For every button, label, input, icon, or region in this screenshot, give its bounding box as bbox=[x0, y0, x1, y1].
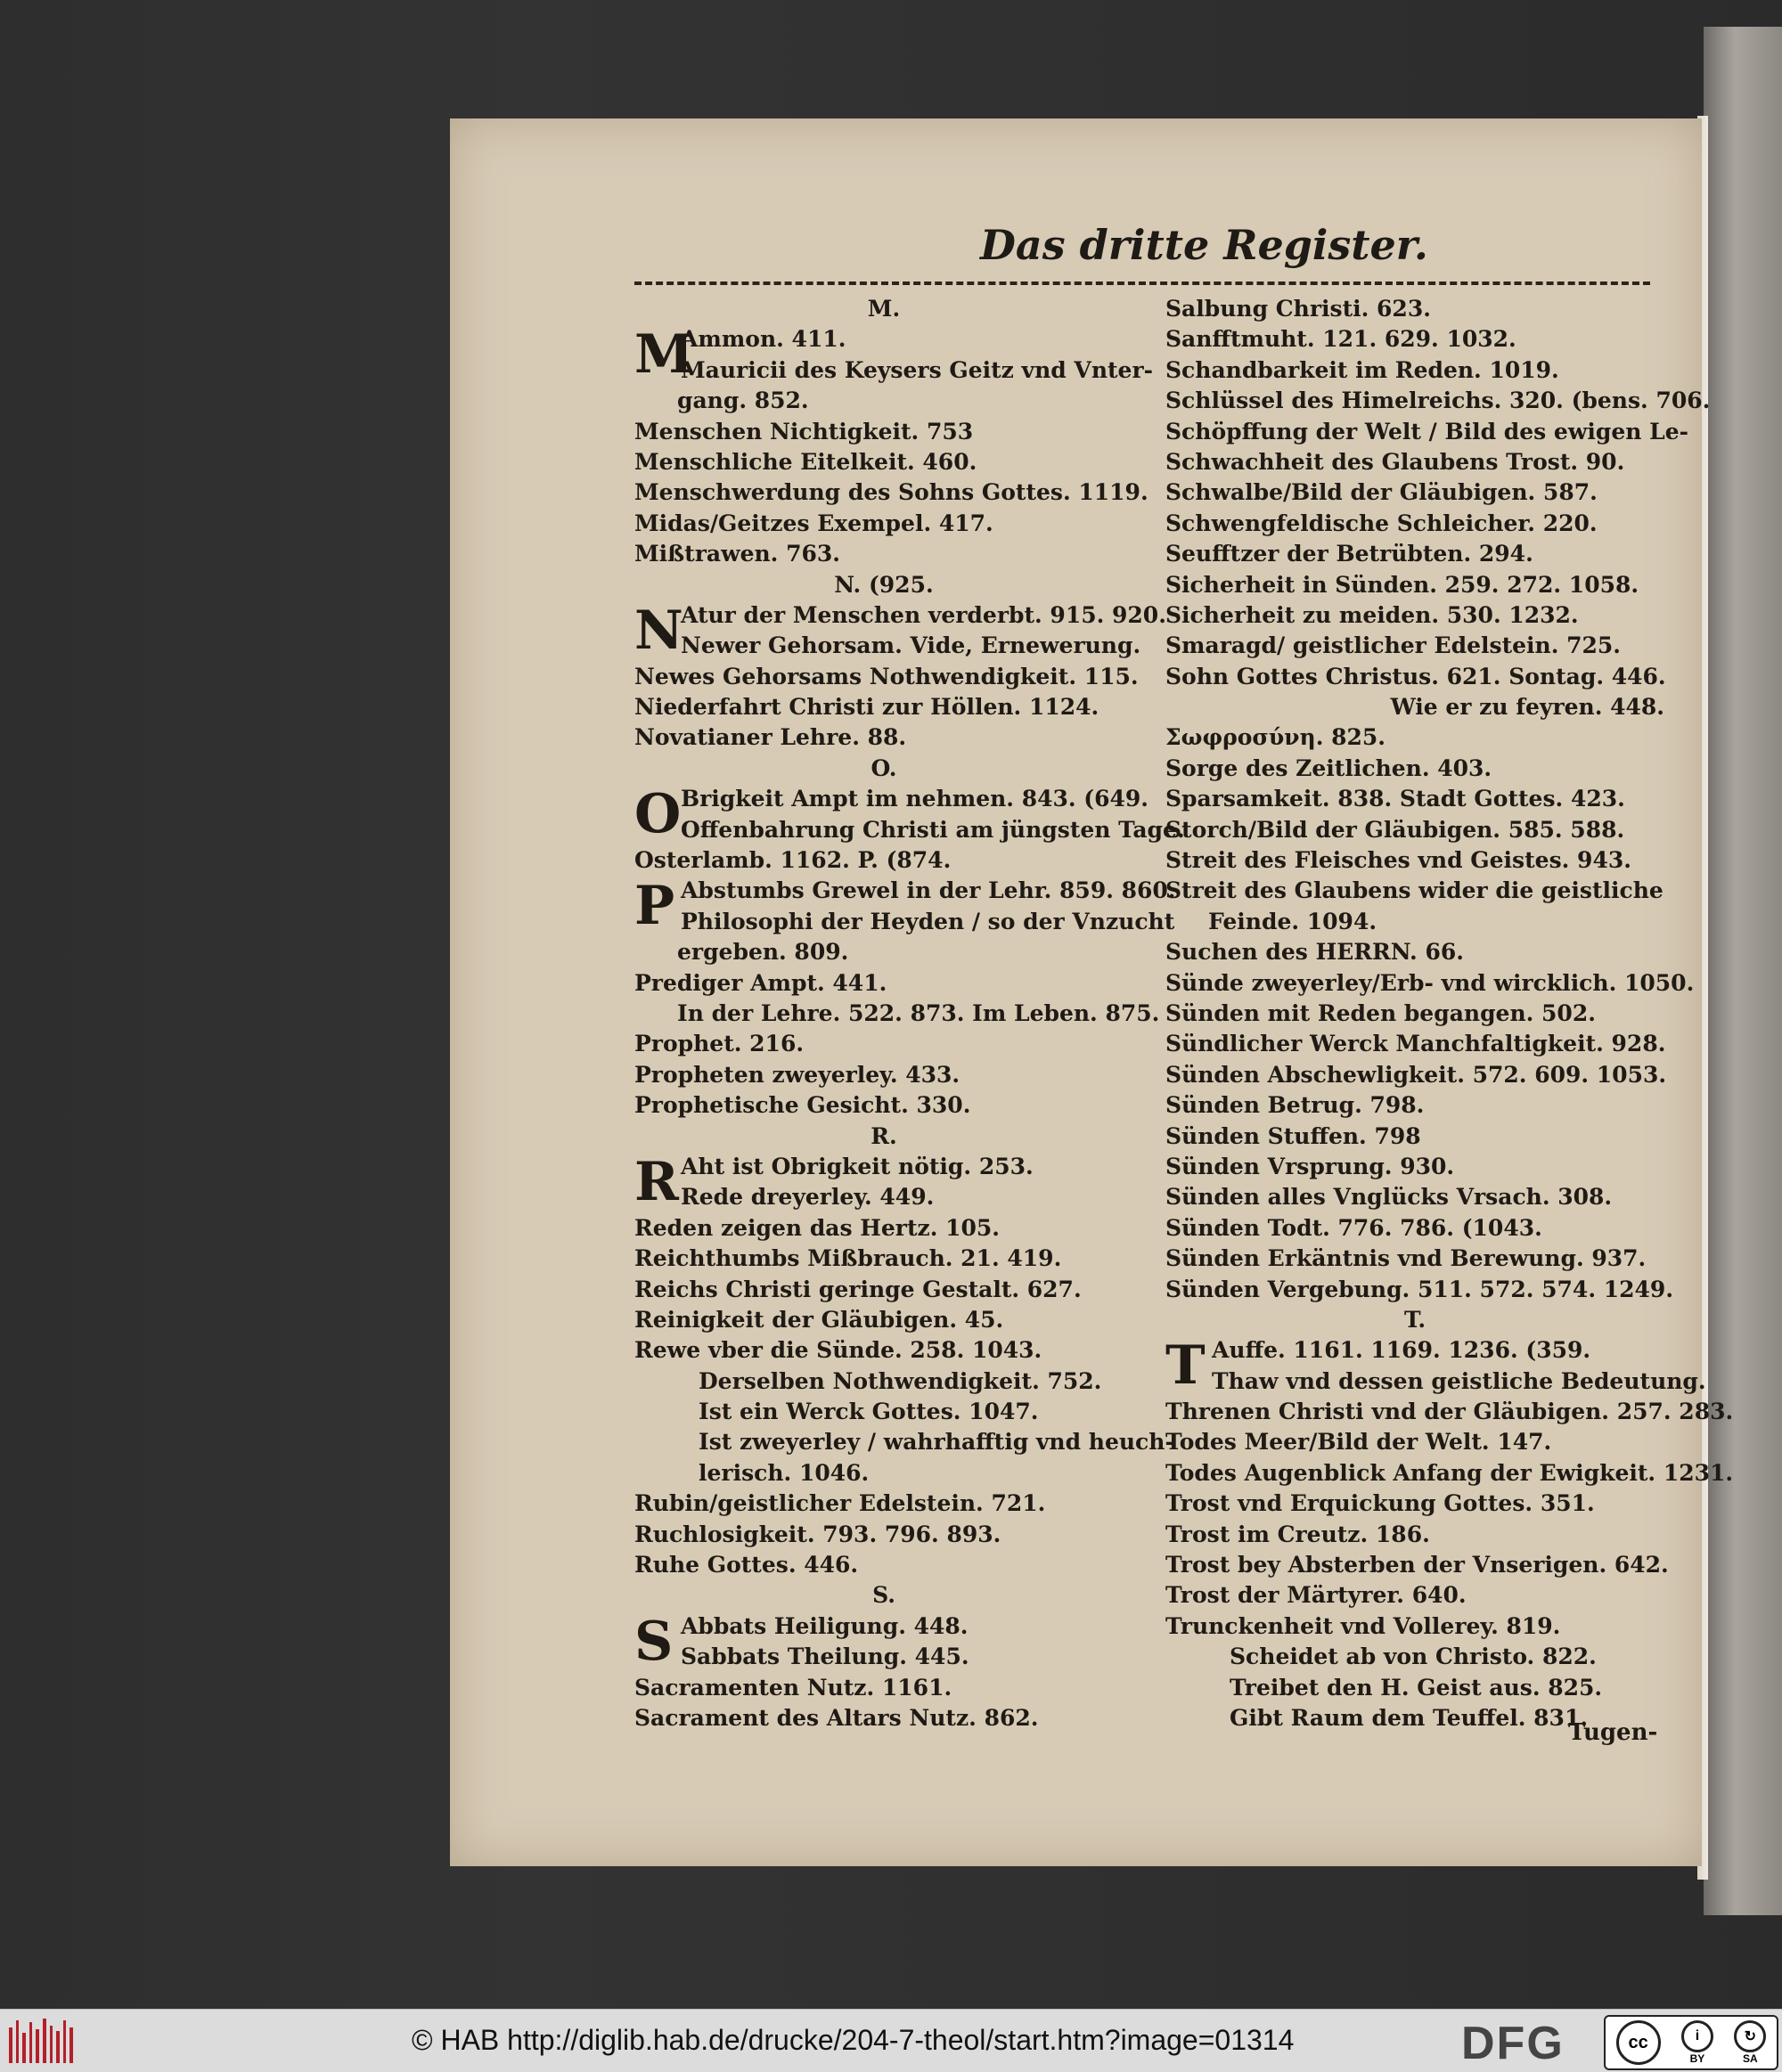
entry-text: Salbung Christi. 623. bbox=[1165, 296, 1431, 322]
entry-text: Reichthumbs Mißbrauch. 21. 419. bbox=[634, 1245, 1062, 1272]
entry-text: Menschliche Eitelkeit. 460. bbox=[634, 448, 977, 475]
entry-text: Sünden mit Reden begangen. 502. bbox=[1165, 999, 1596, 1026]
entry-text: Sünden Erkäntnis vnd Berewung. 937. bbox=[1165, 1245, 1647, 1272]
entry-text: Sünde zweyerley/Erb- vnd wircklich. 1050. bbox=[1165, 969, 1695, 996]
entry-text: Mauricii des Keysers Geitz vnd Vnter- bbox=[681, 356, 1154, 383]
register-entry bbox=[634, 1244, 1133, 1274]
entry-text: Ammon. 411. bbox=[681, 326, 846, 353]
register-entry bbox=[1165, 1673, 1664, 1703]
register-entry bbox=[1165, 1060, 1667, 1090]
entry-text: Wie er zu feyren. 448. bbox=[1390, 694, 1664, 721]
entry-text: Reichs Christi geringe Gestalt. 627. bbox=[634, 1276, 1082, 1302]
register-entry bbox=[1165, 1213, 1664, 1244]
register-entry bbox=[634, 662, 1139, 692]
entry-text: Auffe. 1161. 1169. 1236. (359. bbox=[1212, 1337, 1591, 1364]
register-entry bbox=[634, 1427, 1174, 1457]
entry-text: Ist zweyerley / wahrhafftig vnd heuch- bbox=[699, 1429, 1174, 1456]
entry-text: Rubin/geistlicher Edelstein. 721. bbox=[634, 1490, 1046, 1517]
entry-text: Σωφροσύνη. 825. bbox=[1165, 724, 1386, 751]
register-entry bbox=[634, 294, 1133, 324]
entry-text: Streit des Glaubens wider die geistliche bbox=[1165, 877, 1663, 904]
entry-text: Schwachheit des Glaubens Trost. 90. bbox=[1165, 448, 1625, 475]
register-entry bbox=[1165, 570, 1664, 600]
copyright-link[interactable]: © HAB http://diglib.hab.de/drucke/204-7-theol/start.htm?image=01314 bbox=[412, 2024, 1295, 2056]
register-entry bbox=[1165, 294, 1664, 324]
entry-text: Mißtrawen. 763. bbox=[634, 541, 840, 567]
register-entry bbox=[1165, 937, 1664, 967]
register-entry bbox=[1165, 662, 1664, 692]
cc-icon: cc bbox=[1616, 2020, 1661, 2065]
entry-text: Abstumbs Grewel in der Lehr. 859. 860. bbox=[681, 877, 1176, 904]
register-entry bbox=[1165, 1520, 1664, 1550]
register-entry bbox=[634, 1090, 1133, 1121]
entry-text: Thaw vnd dessen geistliche Bedeutung. bbox=[1212, 1367, 1706, 1394]
register-entry bbox=[1165, 845, 1664, 876]
drop-cap: M bbox=[634, 323, 694, 387]
register-entry bbox=[634, 722, 1133, 753]
register-entry bbox=[634, 477, 1148, 508]
register-entry bbox=[634, 355, 1154, 386]
drop-cap: S bbox=[634, 1610, 674, 1673]
entry-text: Schwengfeldische Schleicher. 220. bbox=[1165, 510, 1598, 536]
entry-text: Suchen des HERRN. 66. bbox=[1165, 939, 1464, 966]
register-entry bbox=[634, 1642, 1133, 1672]
sa-icon: ↻ bbox=[1734, 2020, 1766, 2052]
entry-text: Menschen Nichtigkeit. 753 bbox=[634, 418, 974, 445]
register-entry bbox=[1165, 1090, 1664, 1121]
entry-text: Gibt Raum dem Teuffel. 831. bbox=[1230, 1704, 1589, 1731]
entry-text: Derselben Nothwendigkeit. 752. bbox=[699, 1367, 1102, 1394]
register-entry bbox=[634, 937, 1133, 967]
entry-text: Prediger Ampt. 441. bbox=[634, 969, 887, 996]
entry-text: Atur der Menschen verderbt. 915. 920. bbox=[681, 601, 1166, 628]
register-entry bbox=[1165, 1029, 1664, 1059]
register-entry bbox=[634, 1213, 1133, 1244]
register-entry bbox=[1165, 1427, 1664, 1457]
register-entry bbox=[634, 631, 1141, 661]
register-entry bbox=[1165, 600, 1664, 631]
entry-text: ergeben. 809. bbox=[677, 939, 849, 966]
register-entry bbox=[1165, 417, 1688, 447]
register-entry bbox=[1165, 1550, 1669, 1580]
register-entry bbox=[1165, 477, 1664, 508]
register-entry bbox=[1165, 968, 1695, 999]
register-entry bbox=[634, 1305, 1133, 1335]
entry-text: Ruhe Gottes. 446. bbox=[634, 1552, 859, 1578]
register-entry bbox=[1165, 1122, 1664, 1152]
register-entry bbox=[634, 1580, 1133, 1611]
register-entry bbox=[634, 1550, 1133, 1580]
entry-text: Novatianer Lehre. 88. bbox=[634, 724, 907, 751]
register-entry bbox=[1165, 1182, 1664, 1212]
entry-text: Treibet den H. Geist aus. 825. bbox=[1230, 1674, 1603, 1701]
entry-text: Streit des Fleisches vnd Geistes. 943. bbox=[1165, 847, 1631, 874]
page-title: Das dritte Register. bbox=[980, 221, 1428, 269]
entry-text: Ist ein Werck Gottes. 1047. bbox=[699, 1399, 1039, 1425]
drop-cap: N bbox=[634, 599, 683, 662]
register-entry bbox=[1165, 509, 1664, 539]
entry-text: Schwalbe/Bild der Gläubigen. 587. bbox=[1165, 479, 1598, 506]
register-entry bbox=[1165, 1458, 1734, 1489]
register-entry bbox=[1165, 876, 1664, 906]
entry-text: Threnen Christi vnd der Gläubigen. 257. 283. bbox=[1165, 1399, 1734, 1425]
register-entry bbox=[1165, 447, 1664, 477]
register-entry bbox=[1165, 1489, 1664, 1519]
entry-text: Storch/Bild der Gläubigen. 585. 588. bbox=[1165, 816, 1625, 843]
register-entry bbox=[634, 1182, 1133, 1212]
register-entry bbox=[1165, 815, 1664, 845]
entry-text: Trunckenheit vnd Vollerey. 819. bbox=[1165, 1612, 1561, 1639]
register-entry bbox=[634, 1275, 1133, 1305]
by-icon: i bbox=[1681, 2020, 1713, 2052]
drop-cap: P bbox=[634, 875, 675, 938]
drop-cap: R bbox=[634, 1150, 679, 1213]
left-column bbox=[634, 294, 1185, 1733]
entry-text: Sohn Gottes Christus. 621. Sontag. 446. bbox=[1165, 663, 1666, 689]
entry-text: Aht ist Obrigkeit nötig. 253. bbox=[681, 1153, 1034, 1179]
register-entry bbox=[634, 447, 1133, 477]
register-entry bbox=[1165, 1244, 1664, 1274]
register-entry bbox=[1165, 692, 1664, 722]
register-entry bbox=[634, 1060, 1133, 1090]
register-entry bbox=[634, 417, 1133, 447]
footer-bar bbox=[0, 2009, 1782, 2072]
register-entry bbox=[634, 907, 1175, 937]
header-rule bbox=[634, 281, 1650, 285]
entry-text: Schöpffung der Welt / Bild des ewigen Le- bbox=[1165, 418, 1688, 445]
register-entry bbox=[1165, 999, 1664, 1029]
register-entry bbox=[634, 999, 1160, 1029]
entry-text: Rede dreyerley. 449. bbox=[681, 1184, 935, 1211]
register-entry bbox=[634, 1520, 1133, 1550]
by-label: BY bbox=[1689, 2052, 1705, 2065]
drop-cap: O bbox=[634, 783, 682, 846]
entry-text: Trost im Creutz. 186. bbox=[1165, 1521, 1430, 1547]
register-entry bbox=[1165, 1580, 1664, 1611]
entry-text: Prophetische Gesicht. 330. bbox=[634, 1092, 971, 1119]
register-entry bbox=[634, 845, 1133, 876]
register-entry bbox=[634, 815, 1185, 845]
entry-text: Scheidet ab von Christo. 822. bbox=[1230, 1644, 1597, 1670]
register-entry bbox=[634, 1673, 1133, 1703]
entry-text: Reinigkeit der Gläubigen. 45. bbox=[634, 1306, 1004, 1333]
register-entry bbox=[1165, 324, 1664, 355]
entry-text: In der Lehre. 522. 873. Im Leben. 875. bbox=[677, 999, 1160, 1026]
entry-text: Sünden Abschewligkeit. 572. 609. 1053. bbox=[1165, 1061, 1667, 1088]
entry-text: Schandbarkeit im Reden. 1019. bbox=[1165, 356, 1559, 383]
entry-text: Sacrament des Altars Nutz. 862. bbox=[634, 1704, 1039, 1731]
entry-text: Seufftzer der Betrübten. 294. bbox=[1165, 541, 1533, 567]
entry-text: Sanfftmuht. 121. 629. 1032. bbox=[1165, 326, 1516, 353]
entry-text: T. bbox=[1403, 1306, 1426, 1333]
register-entry bbox=[634, 968, 1133, 999]
entry-text: Propheten zweyerley. 433. bbox=[634, 1061, 960, 1088]
entry-text: Sünden Todt. 776. 786. (1043. bbox=[1165, 1214, 1542, 1241]
register-entry bbox=[634, 1703, 1133, 1733]
register-entry bbox=[1165, 1611, 1664, 1642]
register-entry bbox=[1165, 784, 1664, 814]
register-entry bbox=[1165, 631, 1664, 661]
entry-text: gang. 852. bbox=[677, 387, 809, 414]
register-entry bbox=[634, 1122, 1133, 1152]
register-entry bbox=[1165, 1642, 1664, 1672]
register-entry bbox=[1165, 1397, 1734, 1427]
register-entry bbox=[1165, 1366, 1706, 1397]
dfg-logo: DFG bbox=[1461, 2018, 1565, 2069]
entry-text: R. bbox=[871, 1122, 897, 1149]
entry-text: Schlüssel des Himelreichs. 320. (bens. 706. bbox=[1165, 387, 1711, 414]
entry-text: Sicherheit in Sünden. 259. 272. 1058. bbox=[1165, 571, 1639, 598]
entry-text: Sparsamkeit. 838. Stadt Gottes. 423. bbox=[1165, 786, 1625, 812]
register-entry bbox=[634, 1458, 1133, 1489]
entry-text: S. bbox=[872, 1582, 895, 1609]
entry-text: Ruchlosigkeit. 793. 796. 893. bbox=[634, 1521, 1001, 1547]
entry-text: lerisch. 1046. bbox=[699, 1459, 870, 1486]
entry-text: Sünden Betrug. 798. bbox=[1165, 1092, 1425, 1119]
entry-text: Abbats Heiligung. 448. bbox=[681, 1612, 969, 1639]
entry-text: Reden zeigen das Hertz. 105. bbox=[634, 1214, 1001, 1241]
register-entry bbox=[634, 1335, 1133, 1366]
register-entry bbox=[634, 1397, 1133, 1427]
entry-text: Todes Meer/Bild der Welt. 147. bbox=[1165, 1429, 1552, 1456]
entry-text: Prophet. 216. bbox=[634, 1031, 805, 1057]
register-entry bbox=[1165, 539, 1664, 569]
right-column bbox=[1165, 294, 1734, 1733]
register-entry bbox=[634, 539, 1133, 569]
entry-text: Sünden Stuffen. 798 bbox=[1165, 1122, 1421, 1149]
register-entry bbox=[1165, 907, 1664, 937]
register-entry bbox=[1165, 1305, 1664, 1335]
entry-text: Brigkeit Ampt im nehmen. 843. (649. bbox=[681, 786, 1148, 812]
entry-text: M. bbox=[867, 296, 901, 322]
entry-text: Trost vnd Erquickung Gottes. 351. bbox=[1165, 1490, 1595, 1517]
register-entry bbox=[634, 754, 1133, 784]
entry-text: Sünden Vrsprung. 930. bbox=[1165, 1153, 1455, 1179]
register-entry bbox=[1165, 386, 1711, 416]
entry-text: Midas/Geitzes Exempel. 417. bbox=[634, 510, 993, 536]
entry-text: Menschwerdung des Sohns Gottes. 1119. bbox=[634, 479, 1148, 506]
register-entry bbox=[634, 509, 1133, 539]
entry-text: Sacramenten Nutz. 1161. bbox=[634, 1674, 952, 1701]
register-entry bbox=[634, 692, 1133, 722]
entry-text: N. (925. bbox=[834, 571, 934, 598]
entry-text: Smaragd/ geistlicher Edelstein. 725. bbox=[1165, 632, 1621, 659]
license-badge[interactable] bbox=[1604, 2015, 1778, 2070]
entry-text: Todes Augenblick Anfang der Ewigkeit. 1231. bbox=[1165, 1459, 1734, 1486]
hab-logo-icon bbox=[9, 2019, 73, 2063]
catchword: Tugen- bbox=[1568, 1719, 1658, 1746]
register-entry bbox=[634, 1029, 1133, 1059]
adjacent-page-edge bbox=[1704, 27, 1782, 1915]
drop-cap: T bbox=[1165, 1334, 1206, 1398]
entry-text: Feinde. 1094. bbox=[1208, 908, 1377, 934]
register-entry bbox=[1165, 722, 1664, 753]
entry-text: O. bbox=[871, 755, 897, 781]
entry-text: Trost bey Absterben der Vnserigen. 642. bbox=[1165, 1552, 1669, 1578]
sa-label: SA bbox=[1742, 2052, 1758, 2065]
register-entry bbox=[634, 1366, 1133, 1397]
entry-text: Newes Gehorsams Nothwendigkeit. 115. bbox=[634, 663, 1139, 689]
entry-text: Osterlamb. 1162. P. (874. bbox=[634, 847, 952, 874]
entry-text: Sabbats Theilung. 445. bbox=[681, 1644, 969, 1670]
entry-text: Trost der Märtyrer. 640. bbox=[1165, 1582, 1467, 1609]
register-entry bbox=[634, 570, 1133, 600]
register-entry bbox=[1165, 754, 1664, 784]
register-entry bbox=[634, 386, 1133, 416]
entry-text: Rewe vber die Sünde. 258. 1043. bbox=[634, 1337, 1042, 1364]
register-entry bbox=[1165, 1275, 1674, 1305]
entry-text: Sündlicher Werck Manchfaltigkeit. 928. bbox=[1165, 1031, 1666, 1057]
entry-text: Niederfahrt Christi zur Höllen. 1124. bbox=[634, 694, 1099, 721]
entry-text: Sünden Vergebung. 511. 572. 574. 1249. bbox=[1165, 1276, 1674, 1302]
register-entry bbox=[1165, 355, 1664, 386]
entry-text: Sorge des Zeitlichen. 403. bbox=[1165, 755, 1492, 781]
register-entry bbox=[634, 1489, 1133, 1519]
register-entry bbox=[1165, 1152, 1664, 1182]
entry-text: Sicherheit zu meiden. 530. 1232. bbox=[1165, 601, 1579, 628]
entry-text: Newer Gehorsam. Vide, Ernewerung. bbox=[681, 632, 1141, 659]
entry-text: Philosophi der Heyden / so der Vnzucht bbox=[681, 908, 1175, 934]
entry-text: Offenbahrung Christi am jüngsten Tage. bbox=[681, 816, 1185, 843]
entry-text: Sünden alles Vnglücks Vrsach. 308. bbox=[1165, 1184, 1613, 1211]
